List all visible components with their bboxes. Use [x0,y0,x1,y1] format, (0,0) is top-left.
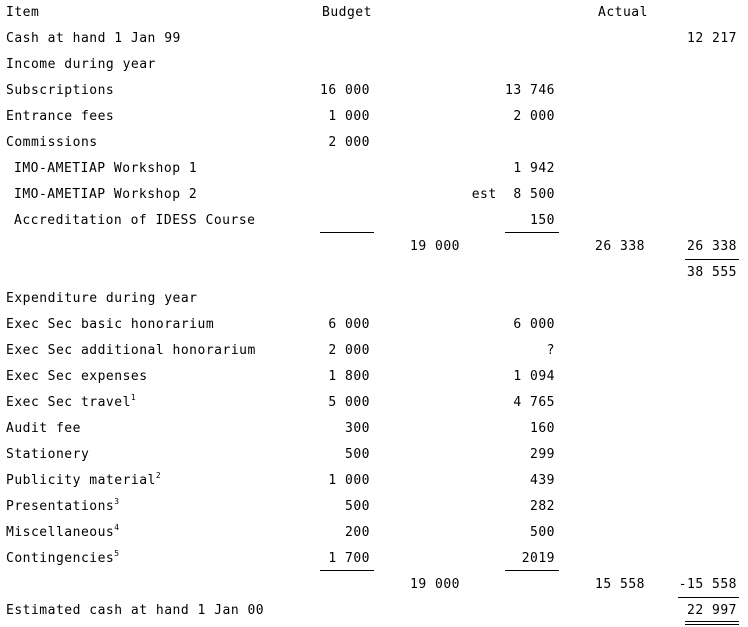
row-label: IMO-AMETIAP Workshop 2 [14,187,198,202]
expenditure-row [0,520,748,546]
closing-label: Estimated cash at hand 1 Jan 00 [6,603,265,618]
expenditure-total-row [0,572,748,598]
expenditure-row [0,390,748,416]
row-budget: 2 000 [328,135,370,150]
expenditure-heading-row [0,286,748,312]
expenditure-row [0,494,748,520]
row-budget: 1 800 [328,369,370,384]
income-row [0,208,748,234]
income-row [0,182,748,208]
footnote-marker: 4 [114,523,120,532]
income-carried: 26 338 [687,239,737,254]
income-actual-underline [505,232,559,233]
expenditure-actual-total: 15 558 [595,577,645,592]
row-label: Commissions [6,135,98,150]
income-row [0,130,748,156]
income-budget-total: 19 000 [410,239,460,254]
row-actual: est 8 500 [471,187,555,202]
footnote-marker: 1 [130,393,137,402]
row-actual: 2019 [521,551,555,566]
opening-label: Cash at hand 1 Jan 99 [6,31,181,46]
running-total-row [0,260,748,286]
closing-underline-2 [685,624,739,625]
row-actual: 2 000 [513,109,555,124]
row-budget: 200 [345,525,370,540]
row-actual: 1 942 [513,161,555,176]
row-label: Miscellaneous$^4$ [6,523,120,540]
income-heading-row [0,52,748,78]
expenditure-carried: -15 558 [678,577,737,592]
row-actual: 4 765 [513,395,555,410]
header-budget: Budget [322,5,372,20]
row-actual: 6 000 [513,317,555,332]
footnote-marker: 2 [155,471,162,480]
row-label: Presentations$^3$ [6,497,120,514]
row-actual: ? [546,343,555,358]
row-actual: 299 [530,447,555,462]
row-budget: 6 000 [328,317,370,332]
row-label: Entrance fees [6,109,115,124]
row-actual: 1 094 [513,369,555,384]
expenditure-row [0,364,748,390]
income-heading: Income during year [6,57,156,72]
row-label: IMO-AMETIAP Workshop 1 [14,161,198,176]
income-row [0,78,748,104]
row-label: Stationery [6,447,90,462]
row-actual: 439 [530,473,555,488]
row-budget: 500 [345,447,370,462]
row-label: Exec Sec travel$^1$ [6,393,137,410]
footnote-marker: 3 [114,497,120,506]
row-label: Publicity material$^2$ [6,471,162,488]
expenditure-row [0,312,748,338]
row-label: Contingencies$^5$ [6,549,120,566]
expenditure-row [0,442,748,468]
row-budget: 500 [345,499,370,514]
expenditure-heading: Expenditure during year [6,291,198,306]
row-actual: 150 [530,213,555,228]
expenditure-budget-underline [320,570,374,571]
row-budget: 5 000 [328,395,370,410]
row-label: Audit fee [6,421,81,436]
row-budget: 1 000 [328,109,370,124]
row-actual: 160 [530,421,555,436]
income-actual-total: 26 338 [595,239,645,254]
row-budget: 2 000 [328,343,370,358]
row-actual: 500 [530,525,555,540]
closing-underline-1 [685,621,739,622]
row-label: Subscriptions [6,83,115,98]
row-actual: 282 [530,499,555,514]
row-label: Accreditation of IDESS Course [14,213,256,228]
opening-total: 12 217 [687,31,737,46]
row-label: Exec Sec additional honorarium [6,343,256,358]
expenditure-actual-underline [505,570,559,571]
row-label: Exec Sec expenses [6,369,148,384]
expenditure-row [0,338,748,364]
closing-total: 22 997 [687,603,737,618]
header-actual: Actual [598,5,648,20]
expenditure-row [0,468,748,494]
expenditure-row [0,546,748,572]
header-row [0,0,748,26]
income-row [0,156,748,182]
income-total-row [0,234,748,260]
income-row [0,104,748,130]
income-budget-underline [320,232,374,233]
running-total: 38 555 [687,265,737,280]
footnote-marker: 5 [114,549,120,558]
row-budget: 300 [345,421,370,436]
row-budget: 1 700 [328,551,370,566]
row-budget: 1 000 [328,473,370,488]
expenditure-budget-total: 19 000 [410,577,460,592]
row-label: Exec Sec basic honorarium [6,317,215,332]
closing-row [0,598,748,624]
header-item: Item [6,5,40,20]
row-budget: 16 000 [320,83,370,98]
expenditure-row [0,416,748,442]
row-actual: 13 746 [505,83,555,98]
opening-row [0,26,748,52]
